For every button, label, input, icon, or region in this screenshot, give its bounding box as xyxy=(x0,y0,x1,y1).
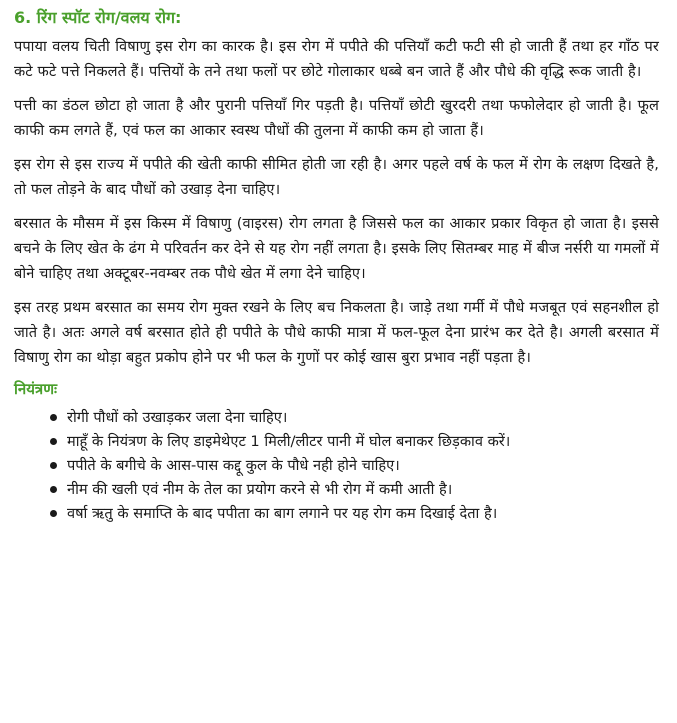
paragraph-prevention: बरसात के मौसम में इस किस्म में विषाणु (वाइरस) रोग लगता है जिससे फल का आकार प्रकार विकृत हो जाता है। इससे बचने के लिए खेत के ढंग मे परिवर्तन कर देने से यह रोग नहीं लगता है। इसके लिए सितम्बर माह में बीज नर्सरी या गमलों में बोने चाहिए तथा अक्टूबर-नवम्बर तक पौधे खेत में लगा देने चाहिए। xyxy=(14,215,660,282)
list-item: रोगी पौधों को उखाड़कर जला देना चाहिए। xyxy=(50,405,659,430)
control-heading: नियंत्रणः xyxy=(14,380,58,398)
paragraph-symptoms: पत्ती का डंठल छोटा हो जाता है और पुरानी पत्तियाँ गिर पड़ती है। पत्तियाँ छोटी खुरदरी तथा फफोलेदार हो जाती है। फूल काफी कम लगते हैं, एवं फल का आकार स्वस्थ पौधों की तुलना में काफी कम हो जाता हैं। xyxy=(14,97,659,139)
paragraph-outcome: इस तरह प्रथम बरसात का समय रोग मुक्त रखने के लिए बच निकलता है। जाड़े तथा गर्मी में पौधे मजबूत एवं सहनशील हो जाते है। अतः अगले वर्ष बरसात होते ही पपीते के पौधे काफी मात्रा में फल-फूल देना प्रारंभ कर देते है। अगली बरसात में विषाणु रोग का थोड़ा बहुत प्रकोप होने पर भी फल के गुणों पर कोई खास बुरा प्रभाव नहीं पड़ता है। xyxy=(14,299,659,366)
control-list xyxy=(14,405,659,526)
section-heading: 6. रिंग स्पॉट रोग/वलय रोग: xyxy=(14,8,182,27)
paragraph-cause: पपाया वलय चिती विषाणु इस रोग का कारक है। इस रोग में पपीते की पत्तियाँ कटी फटी सी हो जाती हैं तथा हर गाँठ पर कटे फटे पत्ते निकलते हैं। पत्तियों के तने तथा फलों पर छोटे गोलाकार धब्बे बन जाते हैं और पौधे की वृद्धि रूक जाती है। xyxy=(14,38,659,80)
list-item: माहूँ के नियंत्रण के लिए डाइमेथेएट 1 मिली/लीटर पानी में घोल बनाकर छिड़काव करें। xyxy=(50,429,659,454)
list-item: पपीते के बगीचे के आस-पास कद्दू कुल के पौधे नही होने चाहिए। xyxy=(50,453,659,478)
list-item: वर्षा ऋतु के समाप्ति के बाद पपीता का बाग लगाने पर यह रोग कम दिखाई देता है। xyxy=(50,501,659,526)
list-item: नीम की खली एवं नीम के तेल का प्रयोग करने से भी रोग में कमी आती है। xyxy=(50,477,659,502)
paragraph-spread: इस रोग से इस राज्य में पपीते की खेती काफी सीमित होती जा रही है। अगर पहले वर्ष के फल में रोग के लक्षण दिखते है, तो फल तोड़ने के बाद पौधों को उखाड़ देना चाहिए। xyxy=(14,156,659,198)
